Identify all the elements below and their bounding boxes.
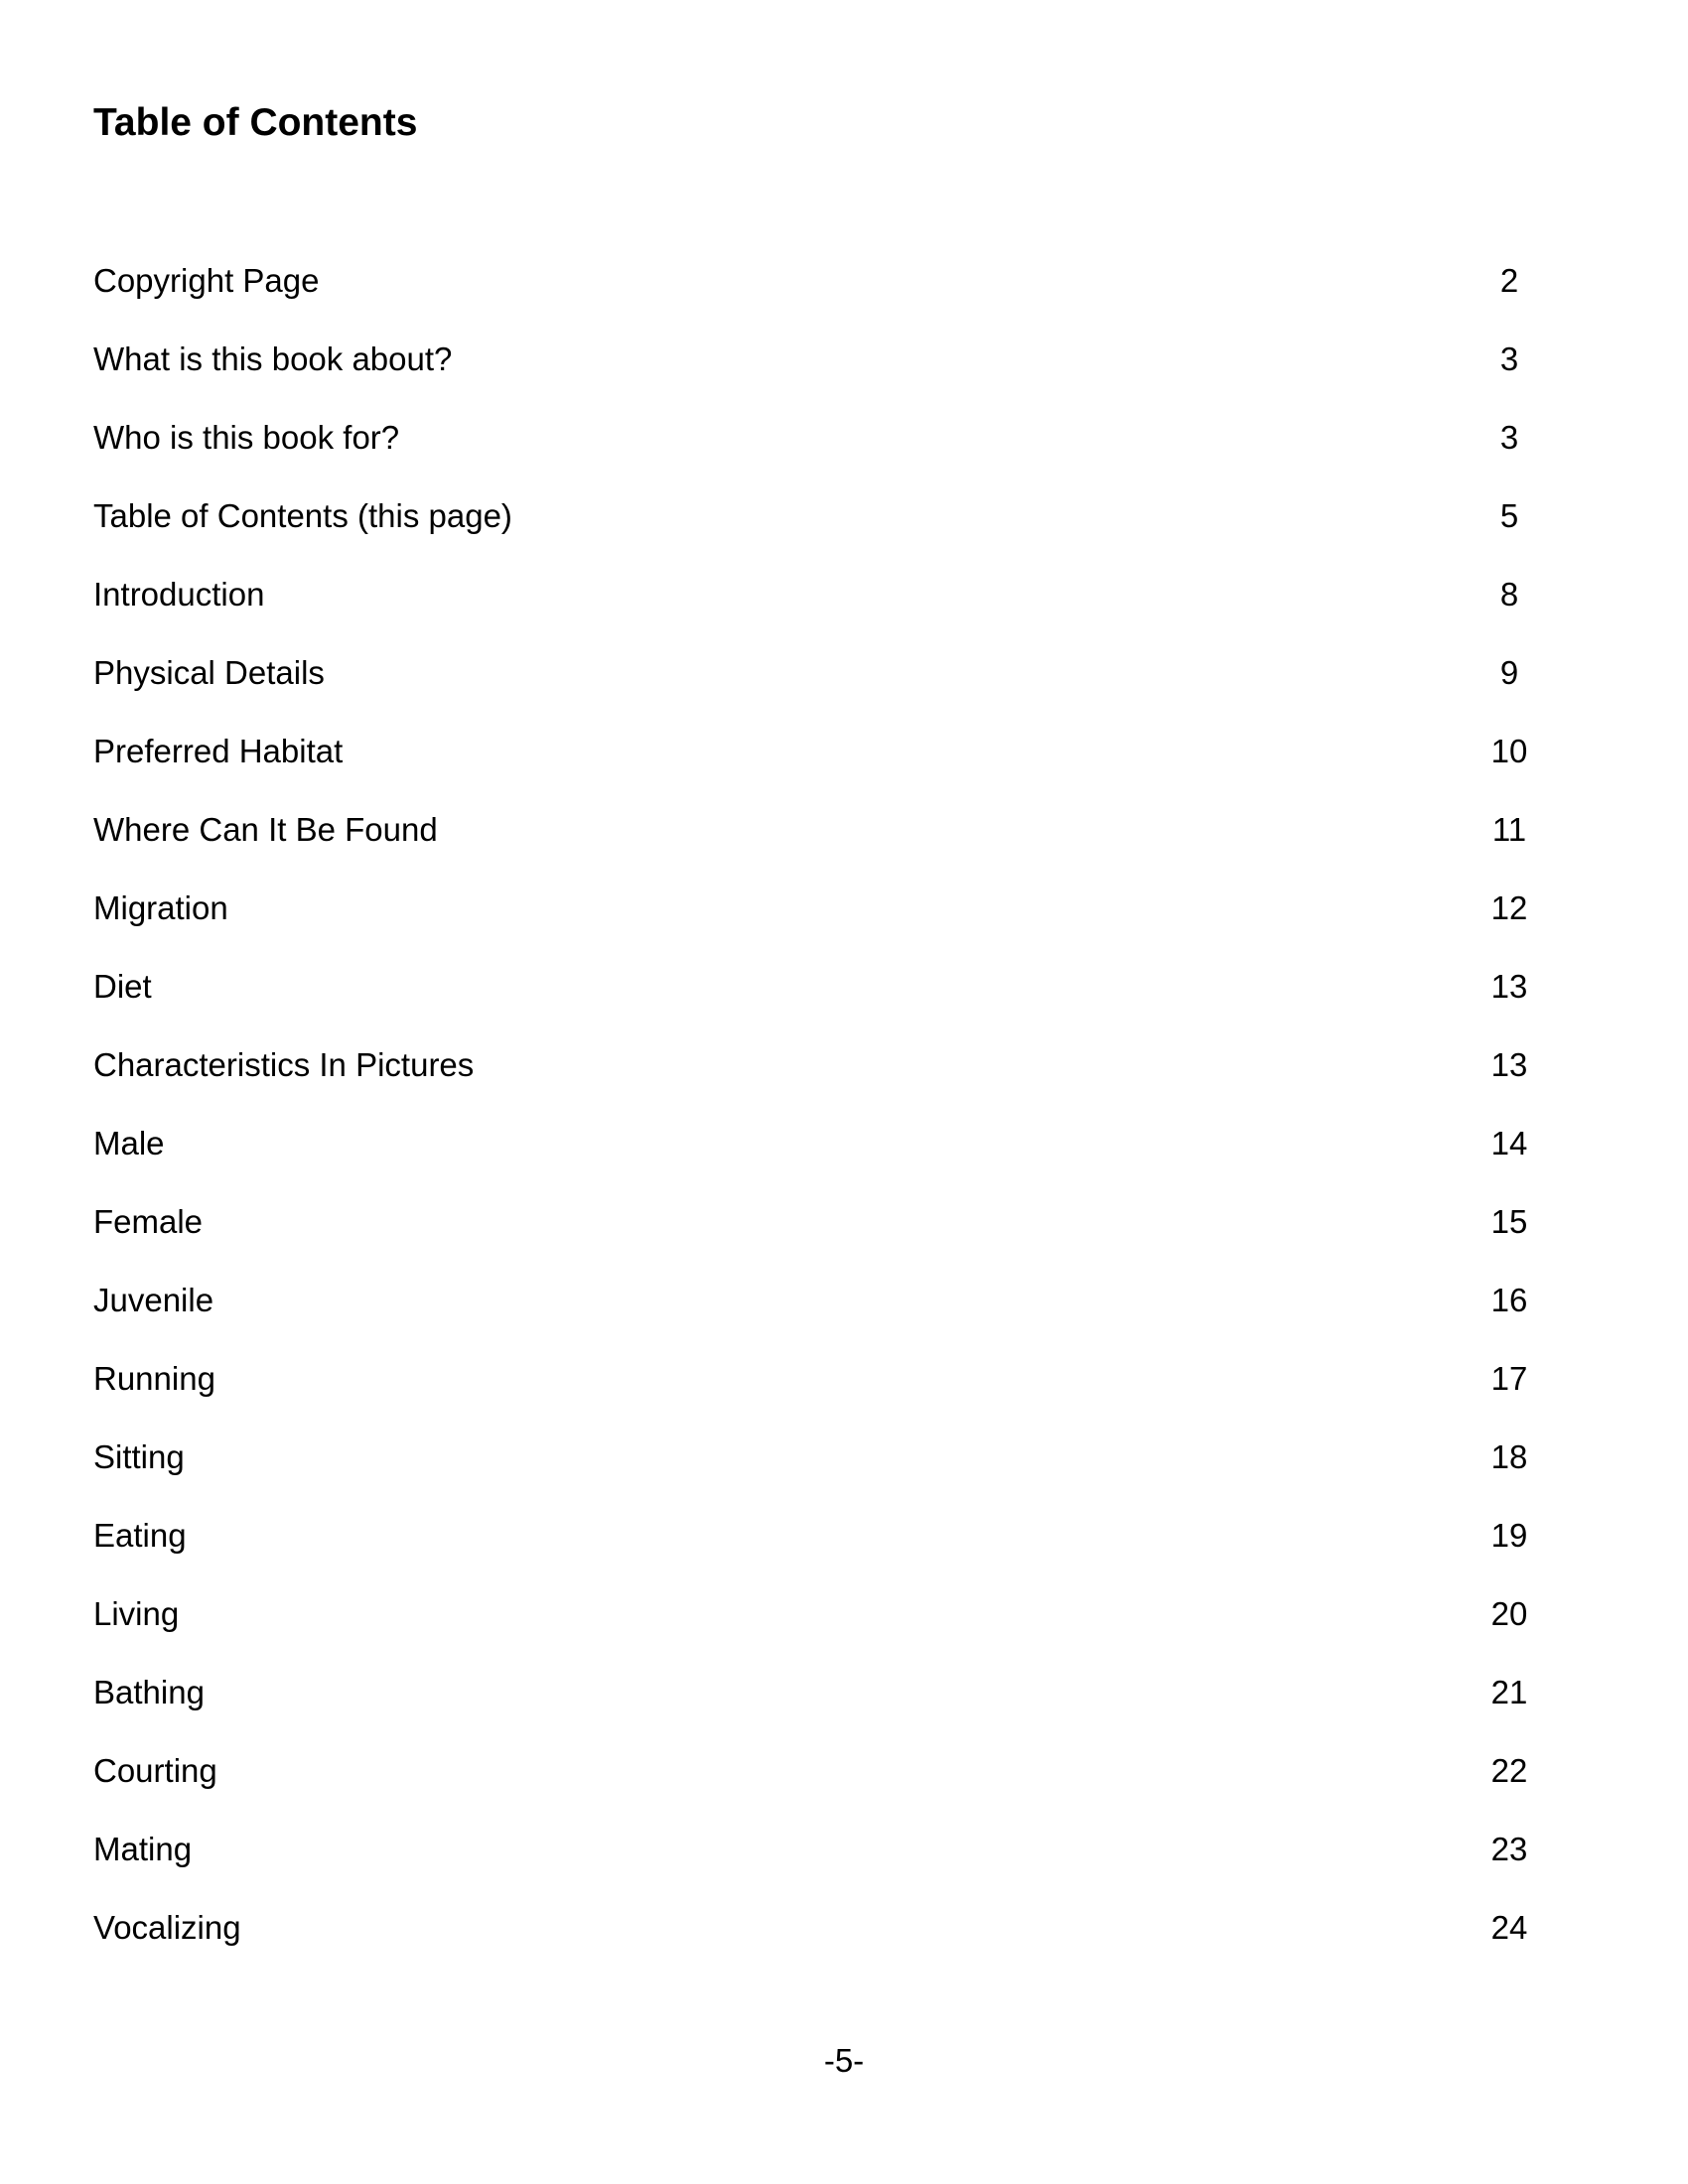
toc-entry-page-number: 10 <box>1490 733 1528 769</box>
toc-entry <box>93 1432 1549 1510</box>
toc-entry-label: Physical Details <box>93 654 325 691</box>
toc-entry-label: Table of Contents (this page) <box>93 497 512 534</box>
toc-entry-page-number: 3 <box>1499 419 1519 456</box>
footer-page-number: -5- <box>823 2042 865 2079</box>
toc-entry-page-number: 8 <box>1499 576 1519 613</box>
toc-entry-label: Preferred Habitat <box>93 733 344 769</box>
toc-entry <box>93 569 1549 647</box>
toc-entry <box>93 1510 1549 1588</box>
toc-entry-page-number: 19 <box>1490 1517 1528 1554</box>
toc-entry-label: Juvenile <box>93 1282 214 1318</box>
toc-entry-label: Vocalizing <box>93 1909 241 1946</box>
toc-entry-label: Female <box>93 1203 204 1240</box>
toc-entry-page-number: 3 <box>1499 341 1519 377</box>
toc-entry <box>93 961 1549 1039</box>
toc-entry-label: Sitting <box>93 1438 185 1475</box>
toc-entry-label: Eating <box>93 1517 187 1554</box>
toc-entry-label: Migration <box>93 889 228 926</box>
toc-entry <box>93 1353 1549 1432</box>
toc-entry-label: Mating <box>93 1831 193 1867</box>
toc-entry <box>93 647 1549 726</box>
toc-entry-label: Bathing <box>93 1674 205 1710</box>
toc-entry-label: Who is this book for? <box>93 419 400 456</box>
toc-entry-page-number: 20 <box>1490 1595 1528 1632</box>
toc-entry-label: Copyright Page <box>93 262 320 299</box>
toc-entry <box>93 1275 1549 1353</box>
toc-entry-page-number: 16 <box>1490 1282 1528 1318</box>
toc-entry-label: Diet <box>93 968 152 1005</box>
toc-entry <box>93 1667 1549 1745</box>
toc-entry <box>93 412 1549 490</box>
toc-entry <box>93 1039 1549 1118</box>
toc-entry-label: What is this book about? <box>93 341 453 377</box>
toc-entry-page-number: 22 <box>1490 1752 1528 1789</box>
toc-entry-page-number: 21 <box>1490 1674 1528 1710</box>
toc-entry-label: Where Can It Be Found <box>93 811 438 848</box>
toc-entry <box>93 1902 1549 1980</box>
toc-entry-label: Living <box>93 1595 180 1632</box>
toc-entry-page-number: 18 <box>1490 1438 1528 1475</box>
toc-entry-page-number: 17 <box>1490 1360 1528 1397</box>
toc-entry <box>93 883 1549 961</box>
toc-entry-page-number: 12 <box>1490 889 1528 926</box>
toc-entry-page-number: 11 <box>1491 811 1527 848</box>
toc-entry-label: Courting <box>93 1752 217 1789</box>
toc-entry-page-number: 13 <box>1490 1046 1528 1083</box>
toc-entry <box>93 1745 1549 1824</box>
toc-entry-page-number: 13 <box>1490 968 1528 1005</box>
toc-entry <box>93 1196 1549 1275</box>
toc-entry <box>93 490 1549 569</box>
toc-entry <box>93 255 1549 334</box>
toc-entry-page-number: 5 <box>1499 497 1519 534</box>
toc-entry-page-number: 9 <box>1499 654 1519 691</box>
toc-entry-label: Running <box>93 1360 215 1397</box>
toc-entry <box>93 334 1549 412</box>
toc-entry-page-number: 23 <box>1490 1831 1528 1867</box>
toc-entry <box>93 1588 1549 1667</box>
toc-entry <box>93 726 1549 804</box>
toc-entry-label: Male <box>93 1125 165 1161</box>
page-title: Table of Contents <box>93 101 418 144</box>
table-of-contents <box>93 255 1549 1980</box>
toc-entry <box>93 804 1549 883</box>
toc-entry-page-number: 2 <box>1499 262 1519 299</box>
toc-entry-page-number: 15 <box>1490 1203 1528 1240</box>
toc-entry <box>93 1824 1549 1902</box>
toc-entry-page-number: 24 <box>1490 1909 1528 1946</box>
toc-entry-label: Introduction <box>93 576 265 613</box>
toc-entry <box>93 1118 1549 1196</box>
toc-entry-page-number: 14 <box>1490 1125 1528 1161</box>
toc-entry-label: Characteristics In Pictures <box>93 1046 475 1083</box>
